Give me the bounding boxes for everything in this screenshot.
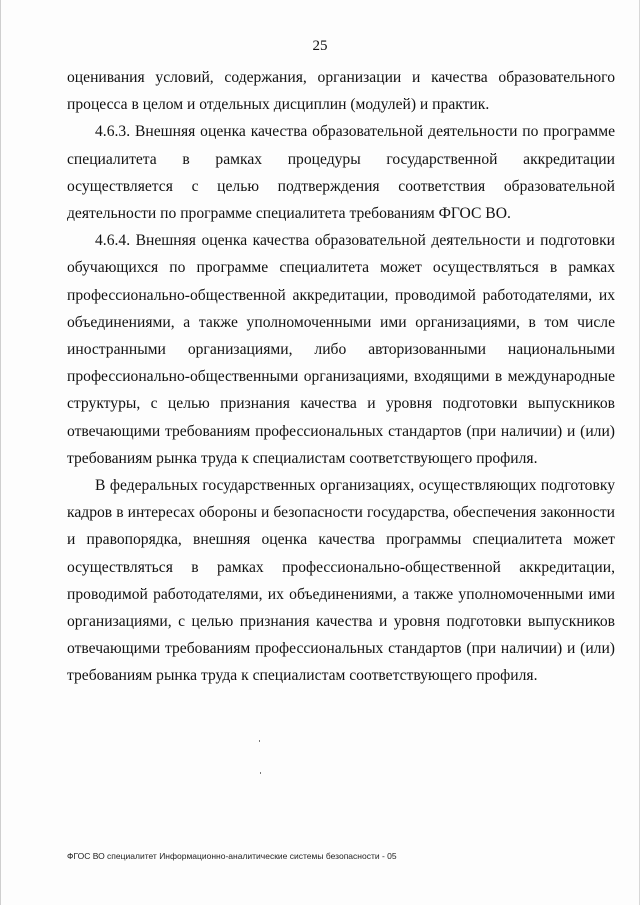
paragraph-continuation: оценивания условий, содержания, организации и качества образовательного процесса в целом и отдельных дисциплин (модулей) и практик. — [67, 69, 615, 114]
page-number: 25 — [312, 38, 328, 54]
paragraph-4-6-4: 4.6.4. Внешняя оценка качества образовательной деятельности и подготовки обучающихся по программе специалитета может осуществляться в рамках профессионально-общественной аккредитации, проводимой работодателями, их объединениями, а также уполномоченными ими организациями, в том числе иностранными организациями, либо авторизованными национальными профессионально-общественными организациями, входящими в международные структуры, с целью признания качества и уровня подготовки выпускников отвечающими требованиям профессиональных стандартов (при наличии) и (или) требованиям рынка труда к специалистам соответствующего профиля. — [67, 232, 615, 467]
body-text — [67, 64, 615, 690]
scan-speck — [260, 772, 261, 774]
scan-speck — [259, 740, 260, 742]
page-footer: ФГОС ВО специалитет Информационно-аналитические системы безопасности - 05 — [67, 851, 397, 861]
paragraph-federal-organizations: В федеральных государственных организациях, осуществляющих подготовку кадров в интересах обороны и безопасности государства, обеспечения законности и правопорядка, внешняя оценка качества программы специалитета может осуществляться в рамках профессионально-общественной аккредитации, проводимой работодателями, их объединениями, а также уполномоченными ими организациями, с целью признания качества и уровня подготовки выпускников отвечающими требованиям профессиональных стандартов (при наличии) и (или) требованиям рынка труда к специалистам соответствующего профиля. — [67, 477, 615, 685]
paragraph-4-6-3: 4.6.3. Внешняя оценка качества образовательной деятельности по программе специалитета в рамках процедуры государственной аккредитации осуществляется с целью подтверждения соответствия образовательной деятельности по программе специалитета требованиям ФГОС ВО. — [67, 123, 615, 223]
